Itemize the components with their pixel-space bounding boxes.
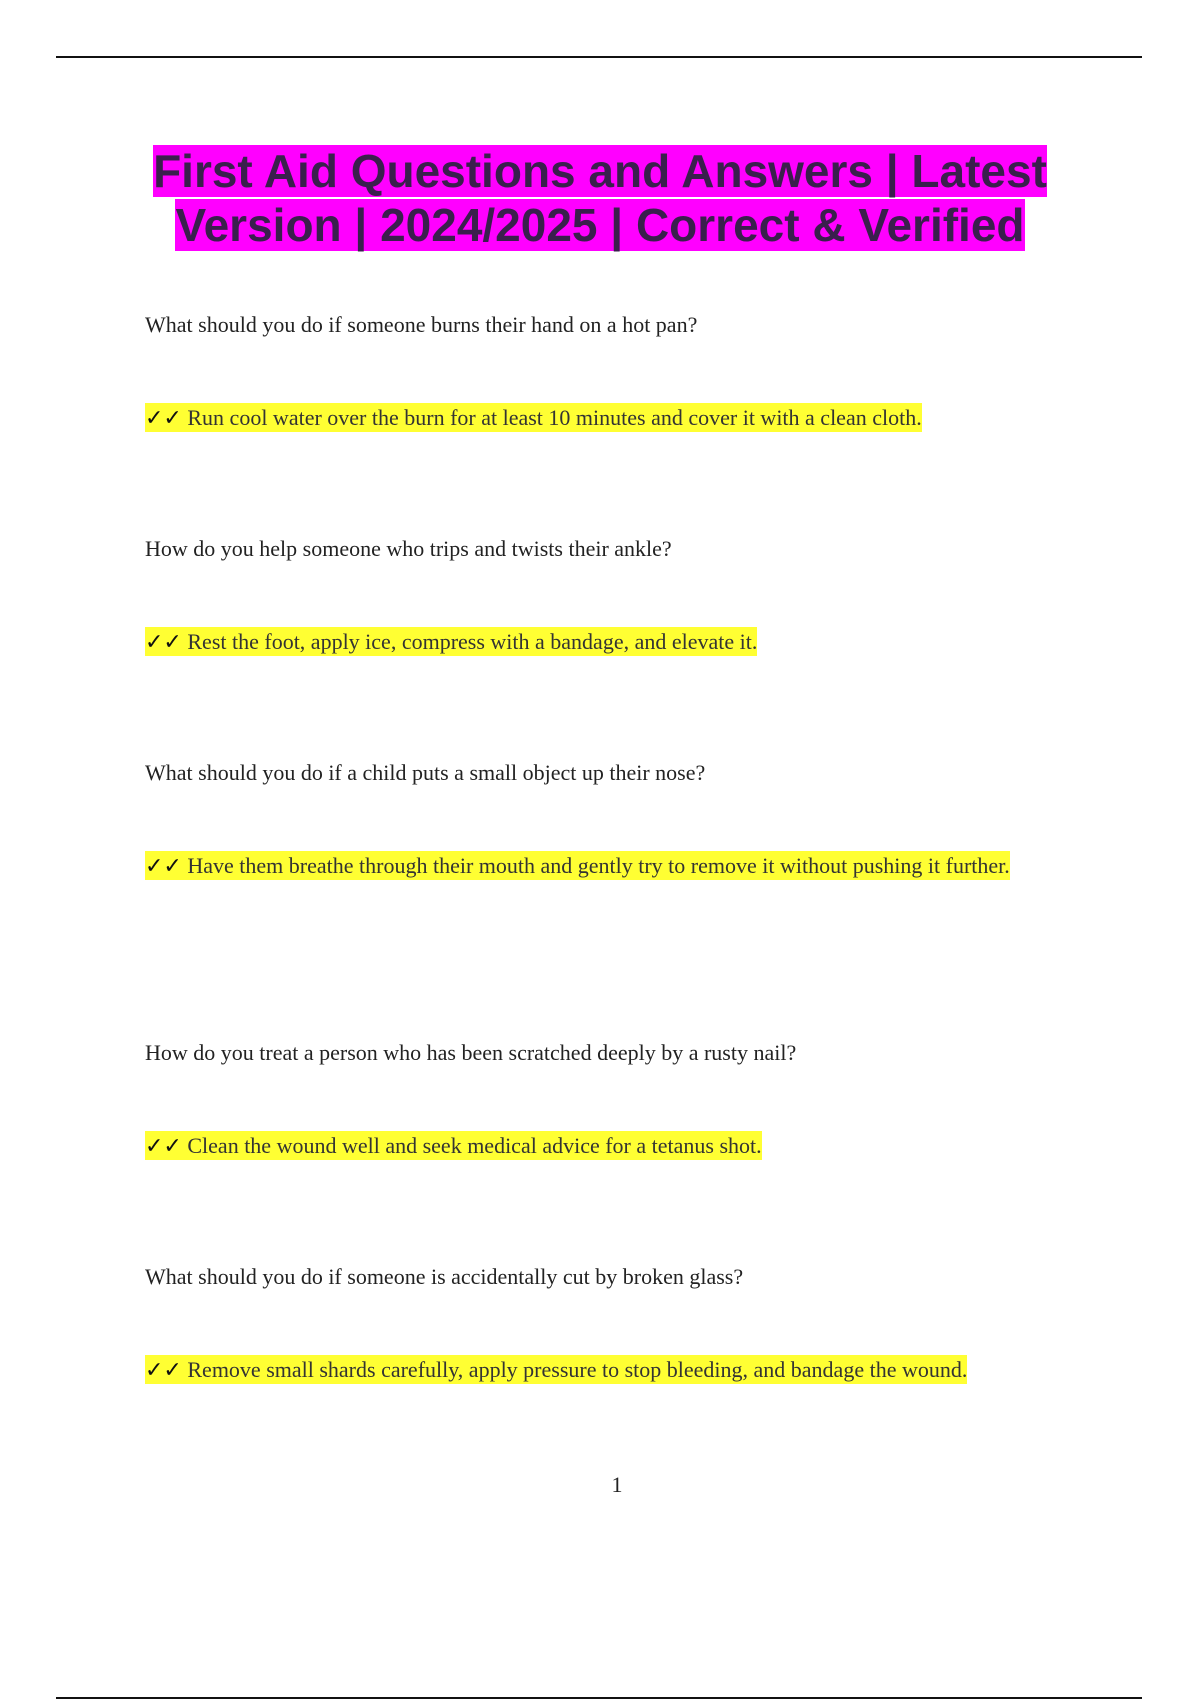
answer-2 [145,612,1045,673]
answer-4 [145,1116,1045,1177]
answer-4-text: Clean the wound well and seek medical advice for a tetanus shot. [187,1133,762,1158]
answer-5-text: Remove small shards carefully, apply pressure to stop bleeding, and bandage the wound. [187,1357,968,1382]
document-title-text: First Aid Questions and Answers | Latest Version | 2024/2025 | Correct & Verified [153,145,1047,251]
answer-3 [145,836,1045,897]
check-mark-icon: ✓✓ [145,406,182,431]
question-1: What should you do if someone burns their hand on a hot pan? [145,312,698,337]
question-5: What should you do if someone is accidentally cut by broken glass? [145,1264,744,1289]
question-2: How do you help someone who trips and twists their ankle? [145,536,672,561]
bottom-rule [56,1697,1142,1699]
qa-item-2 [145,536,1045,673]
answer-1-text: Run cool water over the burn for at least 10 minutes and cover it with a clean cloth. [187,405,922,430]
answer-3-text: Have them breathe through their mouth and gently try to remove it without pushing it further. [187,853,1010,878]
qa-item-5 [145,1264,1045,1401]
top-rule [56,56,1142,58]
page-number: 1 [611,1472,623,1497]
check-mark-icon: ✓✓ [145,630,182,655]
qa-item-4 [145,1040,1045,1177]
question-3: What should you do if a child puts a small object up their nose? [145,760,706,785]
answer-1 [145,388,1045,449]
question-4: How do you treat a person who has been scratched deeply by a rusty nail? [145,1040,797,1065]
answer-5 [145,1340,1045,1401]
check-mark-icon: ✓✓ [145,854,182,879]
check-mark-icon: ✓✓ [145,1134,182,1159]
qa-item-1 [145,312,1045,449]
answer-2-text: Rest the foot, apply ice, compress with a bandage, and elevate it. [187,629,758,654]
qa-item-3 [145,760,1045,897]
check-mark-icon: ✓✓ [145,1358,182,1383]
document-title [100,144,1100,252]
